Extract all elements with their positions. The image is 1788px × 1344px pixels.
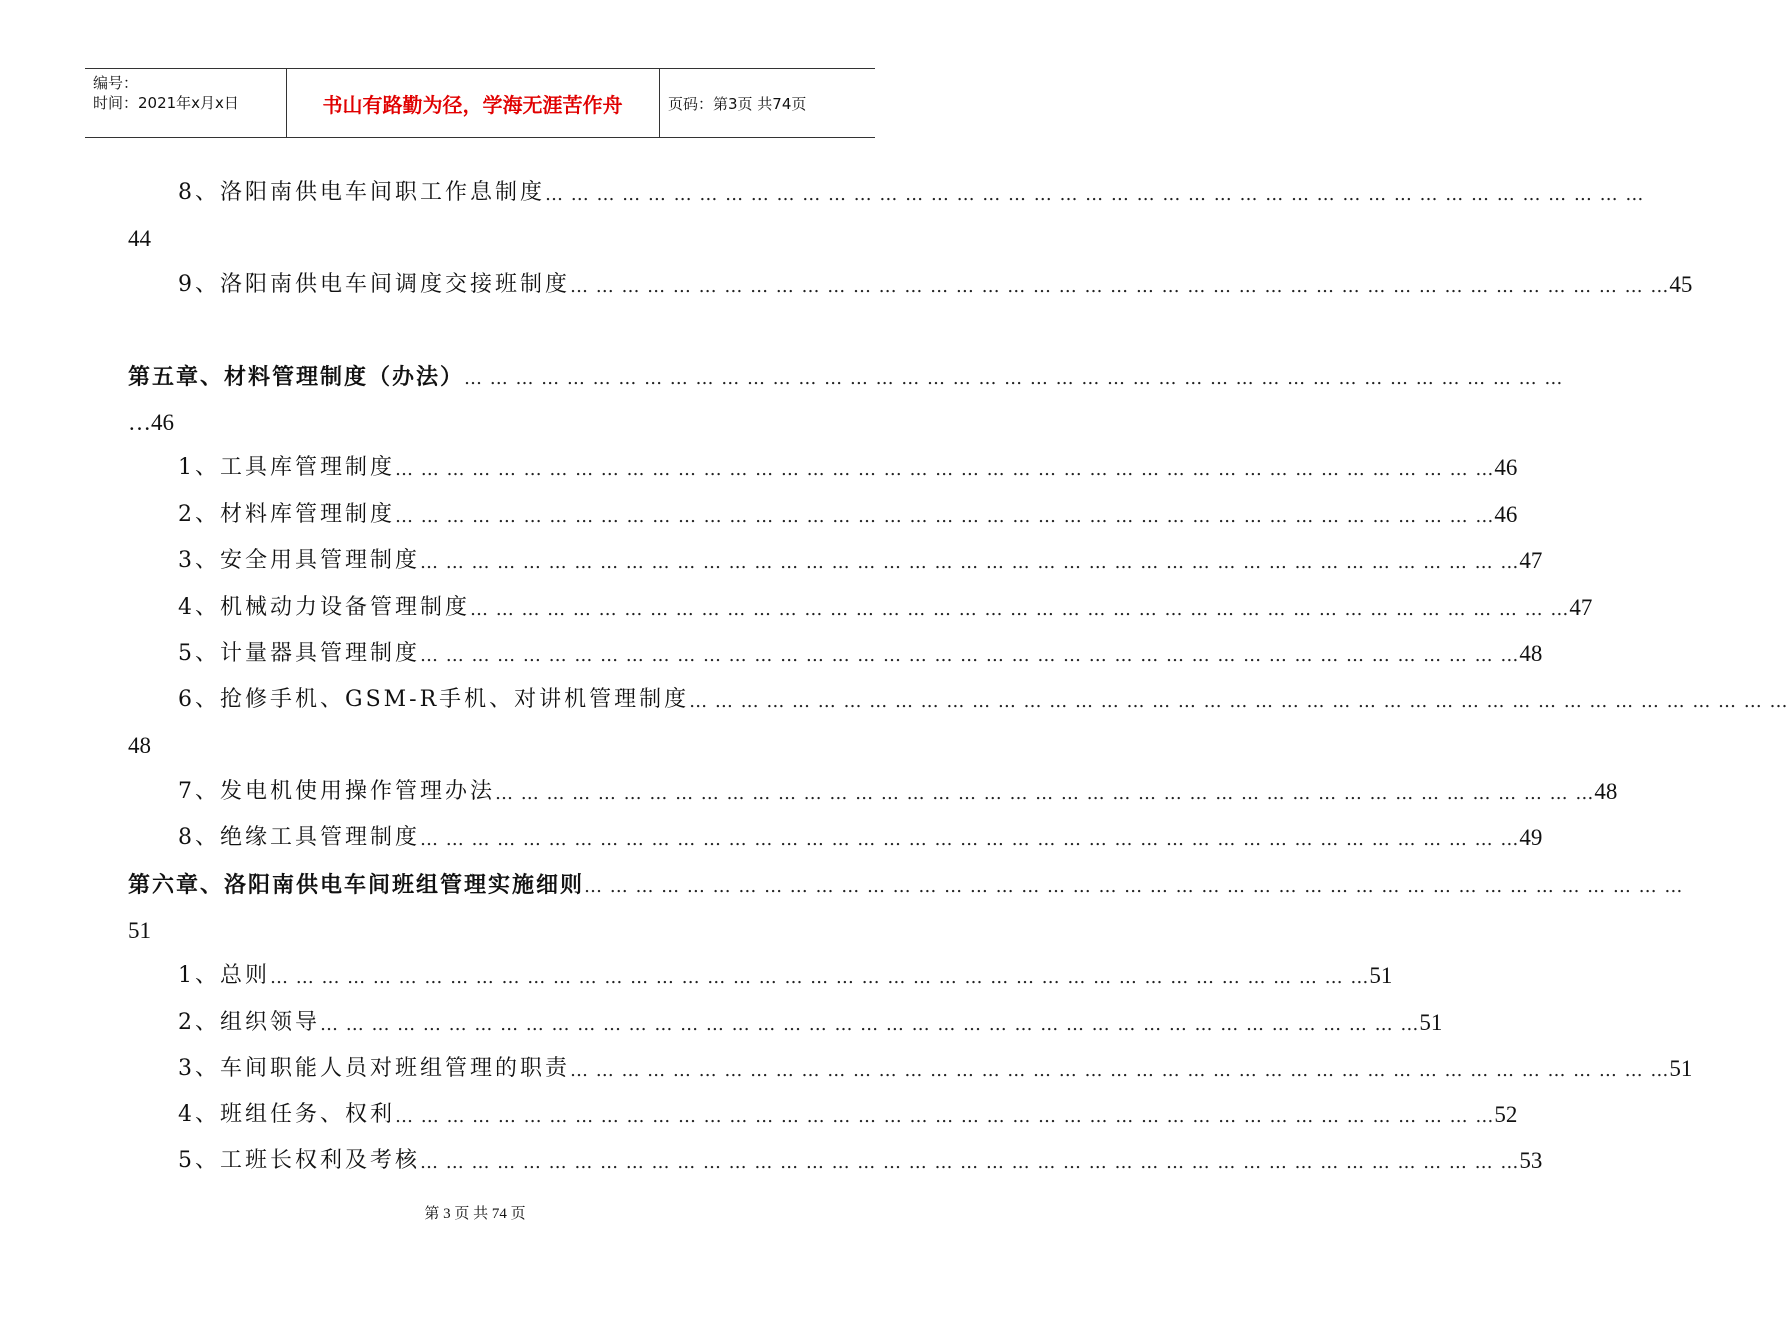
toc-entry-number: 9、 <box>178 272 220 297</box>
toc-page-number: 51 <box>1669 1056 1693 1081</box>
toc-leader-dots: … … … … … … … … … … … … … … … … … … … … … … … … … … … … … … … … … … … … … … … … … … … <box>420 1152 1520 1173</box>
header-page-label: 页码：第3页 共74页 <box>668 94 807 113</box>
header-code-label: 编号： <box>93 74 139 92</box>
toc-entry-number: 2、 <box>178 502 220 527</box>
toc-entry-line <box>178 1100 1518 1130</box>
toc-page-number: 48 <box>1519 641 1543 666</box>
toc-page-number: 44 <box>128 226 151 251</box>
toc-item-entry[interactable] <box>0 178 1645 251</box>
toc-entry-number: 8、 <box>178 825 220 850</box>
toc-page-number: 47 <box>1519 548 1543 573</box>
toc-entry-line <box>178 1054 1693 1084</box>
toc-entry-line <box>178 178 1645 208</box>
toc-leader-dots: … … … … … … … … … … … … … … … … … … … … … … … … … … … … … … … … … … … … … … … … … … … <box>395 506 1495 527</box>
toc-leader-dots: … … … … … … … … … … … … … … … … … … … … … … … … … … … … … … … … … … … … … … … … … … … <box>464 368 1564 389</box>
toc-page-number: 53 <box>1519 1148 1543 1173</box>
toc-entry-title: 洛阳南供电车间调度交接班制度 <box>220 272 571 297</box>
toc-entry-line <box>178 685 1788 715</box>
toc-entry-number: 4、 <box>178 1102 220 1127</box>
toc-entry-title: 洛阳南供电车间职工作息制度 <box>220 180 546 205</box>
toc-entry-number: 5、 <box>178 641 220 666</box>
toc-entry-title: 总则 <box>220 963 271 988</box>
toc-page-number: 49 <box>1519 825 1543 850</box>
toc-page-number: 46 <box>1494 455 1518 480</box>
toc-item-entry[interactable] <box>0 500 1518 530</box>
toc-entry-number: 1、 <box>178 963 220 988</box>
toc-leader-dots: … … … … … … … … … … … … … … … … … … … … … … … … … … … … … … … … … … … … … … … … … … … <box>420 645 1520 666</box>
toc-item-entry[interactable] <box>0 1100 1518 1130</box>
toc-item-entry[interactable] <box>0 961 1393 991</box>
toc-entry-title: 组织领导 <box>220 1010 321 1035</box>
toc-item-entry[interactable] <box>0 1054 1693 1084</box>
toc-entry-title: 计量器具管理制度 <box>220 641 421 666</box>
toc-item-entry[interactable] <box>0 270 1693 300</box>
toc-leader-dots: … … … … … … … … … … … … … … … … … … … … … … … … … … … … … … … … … … … … … … … … … … … <box>395 459 1495 480</box>
toc-entry-title: 抢修手机、GSM-R手机、对讲机管理制度 <box>220 687 690 712</box>
toc-entry-title: 材料库管理制度 <box>220 502 396 527</box>
toc-entry-line <box>178 639 1543 669</box>
toc-entry-line <box>178 593 1593 623</box>
toc-entry-number: 8、 <box>178 180 220 205</box>
toc-entry-number: 3、 <box>178 548 220 573</box>
toc-entry-line <box>178 1146 1543 1176</box>
toc-entry-line <box>128 870 1684 900</box>
toc-entry-title: 车间职能人员对班组管理的职责 <box>220 1056 571 1081</box>
toc-entry-line <box>178 270 1693 300</box>
toc-leader-dots: … … … … … … … … … … … … … … … … … … … … … … … … … … … … … … … … … … … … … … … … … … … <box>570 276 1670 297</box>
toc-entry-title: 安全用具管理制度 <box>220 548 421 573</box>
toc-entry-line <box>178 961 1393 991</box>
toc-page-number: 48 <box>128 733 151 758</box>
toc-entry-line <box>178 823 1543 853</box>
toc-entry-title: 第五章、材料管理制度（办法） <box>128 364 465 390</box>
toc-item-entry[interactable] <box>0 1008 1443 1038</box>
toc-item-entry[interactable] <box>0 823 1543 853</box>
toc-page-number: 45 <box>1669 272 1693 297</box>
toc-page-number: 48 <box>1594 779 1618 804</box>
toc-item-entry[interactable] <box>0 546 1543 576</box>
toc-entry-number: 5、 <box>178 1148 220 1173</box>
toc-entry-title: 第六章、洛阳南供电车间班组管理实施细则 <box>128 872 585 898</box>
toc-leader-dots: … … … … … … … … … … … … … … … … … … … … … … … … … … … … … … … … … … … … … … … … … … … <box>420 552 1520 573</box>
toc-entry-title: 工班长权利及考核 <box>220 1148 421 1173</box>
toc-page-number: …46 <box>128 410 174 435</box>
toc-item-entry[interactable] <box>0 1146 1543 1176</box>
toc-leader-dots: … … … … … … … … … … … … … … … … … … … … … … … … … … … … … … … … … … … … … … … … … … … <box>689 691 1788 712</box>
toc-page-number: 52 <box>1494 1102 1518 1127</box>
toc-leader-dots: … … … … … … … … … … … … … … … … … … … … … … … … … … … … … … … … … … … … … … … … … … … <box>420 829 1520 850</box>
toc-entry-number: 3、 <box>178 1056 220 1081</box>
toc-page-number: 47 <box>1569 595 1593 620</box>
toc-leader-dots: … … … … … … … … … … … … … … … … … … … … … … … … … … … … … … … … … … … … … … … … … … … <box>495 783 1595 804</box>
header-motto: 书山有路勤为径，学海无涯苦作舟 <box>322 92 623 117</box>
toc-entry-title: 机械动力设备管理制度 <box>220 595 471 620</box>
toc-entry-line <box>178 453 1518 483</box>
toc-item-entry[interactable] <box>0 777 1618 807</box>
toc-entry-line <box>178 546 1543 576</box>
toc-leader-dots: … … … … … … … … … … … … … … … … … … … … … … … … … … … … … … … … … … … … … … … … … … … <box>270 967 1370 988</box>
toc-entry-title: 绝缘工具管理制度 <box>220 825 421 850</box>
toc-item-entry[interactable] <box>0 453 1518 483</box>
toc-chapter-entry[interactable] <box>0 362 1564 435</box>
toc-chapter-entry[interactable] <box>0 870 1684 943</box>
toc-entry-number: 1、 <box>178 455 220 480</box>
toc-entry-title: 发电机使用操作管理办法 <box>220 779 496 804</box>
toc-entry-line <box>178 500 1518 530</box>
toc-item-entry[interactable] <box>0 593 1593 623</box>
toc-entry-number: 4、 <box>178 595 220 620</box>
toc-entry-line <box>178 777 1618 807</box>
toc-entry-number: 2、 <box>178 1010 220 1035</box>
toc-page-number: 51 <box>128 918 151 943</box>
toc-page-number: 51 <box>1419 1010 1443 1035</box>
toc-entry-line <box>128 362 1564 392</box>
toc-entry-line <box>178 1008 1443 1038</box>
toc-leader-dots: … … … … … … … … … … … … … … … … … … … … … … … … … … … … … … … … … … … … … … … … … … … <box>320 1014 1420 1035</box>
toc-page-number: 46 <box>1494 502 1518 527</box>
toc-leader-dots: … … … … … … … … … … … … … … … … … … … … … … … … … … … … … … … … … … … … … … … … … … … <box>470 599 1570 620</box>
toc-leader-dots: … … … … … … … … … … … … … … … … … … … … … … … … … … … … … … … … … … … … … … … … … … … <box>545 184 1645 205</box>
toc-leader-dots: … … … … … … … … … … … … … … … … … … … … … … … … … … … … … … … … … … … … … … … … … … … <box>570 1060 1670 1081</box>
page-footer: 第 3 页 共 74 页 <box>424 1206 526 1222</box>
toc-entry-title: 工具库管理制度 <box>220 455 396 480</box>
toc-entry-number: 7、 <box>178 779 220 804</box>
toc-entry-title: 班组任务、权利 <box>220 1102 396 1127</box>
toc-entry-number: 6、 <box>178 687 220 712</box>
toc-item-entry[interactable] <box>0 639 1543 669</box>
header-time-label: 时间：2021年x月x日 <box>93 94 239 112</box>
toc-leader-dots: … … … … … … … … … … … … … … … … … … … … … … … … … … … … … … … … … … … … … … … … … … … <box>395 1106 1495 1127</box>
toc-page-number: 51 <box>1369 963 1393 988</box>
toc-leader-dots: … … … … … … … … … … … … … … … … … … … … … … … … … … … … … … … … … … … … … … … … … … … <box>584 876 1684 897</box>
toc-item-entry[interactable] <box>0 685 1788 758</box>
